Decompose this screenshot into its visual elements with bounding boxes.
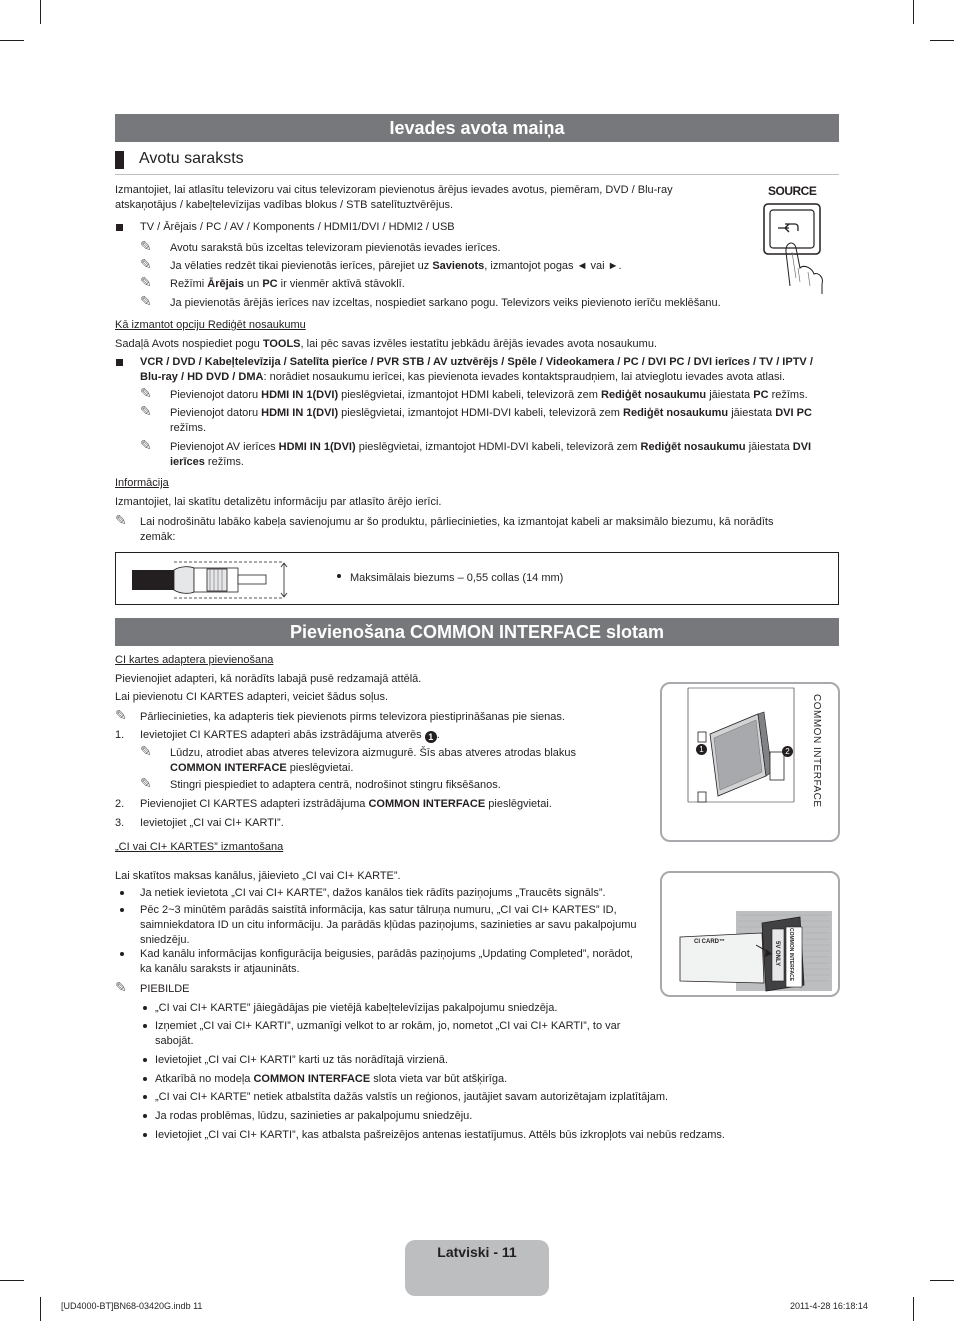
crop-mark bbox=[0, 1280, 24, 1281]
pencil-note-icon: ✎ bbox=[140, 238, 152, 254]
ci-card-insertion-illustration bbox=[662, 873, 838, 995]
rename-intro: Sadaļā Avots nospiediet pogu TOOLS, lai pēc savas izvēles iestatītu jebkādu ārējās ievades avota nosaukumu. bbox=[115, 338, 657, 350]
section-title-source: Ievades avota maiņa bbox=[115, 114, 839, 142]
pencil-note-icon: ✎ bbox=[115, 512, 127, 528]
marker-1-icon: 1 bbox=[696, 744, 707, 755]
ci-bullet: Pēc 2~3 minūtēm parādās saistītā informācija, kas satur tālruņa numuru, „CI vai CI+ KARTES” ID, saimniekdatora ID un citu informāciju. Ja parādās kļūdas paziņojums, sazinieties ar savu pakalpojumu sniedzēju. bbox=[140, 904, 637, 946]
step-1-note-1: Lūdzu, atrodiet abas atveres televizora aizmugurē. Šīs abas atveres atrodas blakus COMMON INTERFACE pieslēgvietai. bbox=[170, 747, 577, 774]
rename-device-list: VCR / DVD / Kabeļtelevīzija / Satelīta pierīce / PVR STB / AV uztvērējs / Spēle / Videokamera / PC / DVI PC / DVI ierīces / TV / IPTV / Blu-ray / HD DVD / DMA: norādiet nosaukumu ierīcei, kas pievienota ievades kontaktspraudņiem, lai atvieglotu ievades avota atlasi. bbox=[140, 356, 813, 383]
crop-mark bbox=[913, 0, 914, 24]
note-bullet: Izņemiet „CI vai CI+ KARTI”, uzmanīgi velkot to ar rokām, jo, nometot „CI vai CI+ KARTI”, to var sabojāt. bbox=[155, 1020, 621, 1047]
common-interface-label: COMMON INTERFACE bbox=[811, 694, 822, 808]
rename-heading: Kā izmantot opciju Rediģēt nosaukumu bbox=[115, 319, 306, 331]
hand-pressing-button-icon bbox=[752, 182, 832, 294]
info-text: Izmantojiet, lai skatītu detalizētu informāciju par atlasīto ārējo ierīci. bbox=[115, 496, 442, 508]
adapter-heading: CI kartes adaptera pievienošana bbox=[115, 654, 274, 666]
bullet-dot-icon bbox=[143, 1095, 147, 1099]
file-name: [UD4000-BT]BN68-03420G.indb 11 bbox=[61, 1301, 203, 1311]
bullet-dot-icon bbox=[120, 952, 124, 956]
step-3-text: Ievietojiet „CI vai CI+ KARTI”. bbox=[140, 817, 284, 829]
subheading-source-list bbox=[115, 148, 839, 175]
ci-adapter-figure bbox=[660, 682, 840, 842]
pencil-note-icon: ✎ bbox=[140, 403, 152, 419]
pencil-note-icon: ✎ bbox=[115, 979, 127, 995]
bullet-dot-icon bbox=[143, 1077, 147, 1081]
source-button-illustration bbox=[752, 182, 832, 294]
crop-mark bbox=[40, 0, 41, 24]
ci-card-label: CI CARD™ bbox=[694, 939, 725, 945]
ci-bullet: Ja netiek ievietota „CI vai CI+ KARTE”, dažos kanālos tiek rādīts paziņojums „Traucēts signāls”. bbox=[140, 887, 606, 899]
crop-mark bbox=[40, 1297, 41, 1321]
step-number: 1. bbox=[115, 729, 125, 741]
step-1-text: Ievietojiet CI KARTES adapteri abās izstrādājuma atverēs 1 . bbox=[140, 729, 440, 742]
note-bullet: Ievietojiet „CI vai CI+ KARTI” karti uz tās norādītajā virzienā. bbox=[155, 1054, 448, 1066]
crop-mark bbox=[930, 40, 954, 41]
step-number: 2. bbox=[115, 798, 125, 810]
ci-bullet: Kad kanālu informācijas konfigurācija beigusies, parādās paziņojums „Updating Completed”, norādot, ka kanālu saraksts ir atjaunināts. bbox=[140, 948, 633, 975]
pencil-note-icon: ✎ bbox=[140, 775, 152, 791]
cable-thickness-icon bbox=[130, 554, 300, 602]
square-bullet-icon bbox=[116, 359, 123, 366]
note-text: Ja vēlaties redzēt tikai pievienotās ierīces, pārejiet uz Savienots, izmantojot pogas ◄ vai ►. bbox=[170, 260, 622, 272]
adapter-text: Lai pievienotu CI KARTES adapteri, veiciet šādus soļus. bbox=[115, 691, 389, 703]
page-label: Latviski - 11 bbox=[437, 1244, 517, 1260]
pencil-note-icon: ✎ bbox=[140, 437, 152, 453]
note-text: Režīmi Ārējais un PC ir vienmēr aktīvā stāvoklī. bbox=[170, 278, 405, 290]
pencil-note-icon: ✎ bbox=[140, 293, 152, 309]
pencil-note-icon: ✎ bbox=[140, 385, 152, 401]
bullet-dot-icon bbox=[120, 908, 124, 912]
rename-note-3: Pievienojot AV ierīces HDMI IN 1(DVI) pieslēgvietai, izmantojot HDMI-DVI kabeli, televizorā zem Rediģēt nosaukumu jāiestata DVI ierīces režīms. bbox=[170, 441, 812, 468]
crop-mark bbox=[930, 1280, 954, 1281]
note-bullet: Ja rodas problēmas, lūdzu, sazinieties ar pakalpojumu sniedzēju. bbox=[155, 1110, 473, 1122]
bullet-dot-icon bbox=[120, 891, 124, 895]
note-bullet: Atkarībā no modeļa COMMON INTERFACE slota vieta var būt atšķirīga. bbox=[155, 1073, 508, 1085]
step-2-text: Pievienojiet CI KARTES adapteri izstrādājuma COMMON INTERFACE pieslēgvietai. bbox=[140, 798, 552, 810]
pencil-note-icon: ✎ bbox=[140, 256, 152, 272]
print-timestamp: 2011-4-28 16:18:14 bbox=[790, 1301, 868, 1311]
step-1-note-2: Stingri piespiediet to adaptera centrā, nodrošinot stingru fiksēšanos. bbox=[170, 779, 501, 791]
ci-card-intro: Lai skatītos maksas kanālus, jāievieto „CI vai CI+ KARTE”. bbox=[115, 870, 401, 882]
bullet-dot-icon bbox=[143, 1133, 147, 1137]
bullet-dot-icon bbox=[143, 1114, 147, 1118]
step-number: 3. bbox=[115, 817, 125, 829]
marker-2-icon: 2 bbox=[782, 746, 793, 757]
section-title-common-interface: Pievienošana COMMON INTERFACE slotam bbox=[115, 618, 839, 646]
rename-note-2: Pievienojot datoru HDMI IN 1(DVI) pieslēgvietai, izmantojot HDMI-DVI kabeli, televizorā zem Rediģēt nosaukumu jāiestata DVI PC režīms. bbox=[170, 407, 812, 434]
source-button-label: SOURCE bbox=[768, 184, 817, 198]
note-text: Avotu sarakstā būs izceltas televizoram pievienotās ievades ierīces. bbox=[170, 242, 501, 254]
adapter-note: Pārliecinieties, ka adapteris tiek pievienots pirms televizora piestiprināšanas pie sienas. bbox=[140, 711, 565, 723]
note-bullet: „CI vai CI+ KARTE” jāiegādājas pie vietējā kabeļtelevīzijas pakalpojumu sniedzēja. bbox=[155, 1002, 558, 1014]
subheading-text: Avotu saraksts bbox=[139, 150, 244, 167]
adapter-text: Pievienojiet adapteri, kā norādīts labajā pusē redzamajā attēlā. bbox=[115, 673, 422, 685]
cable-spec-box bbox=[115, 552, 839, 605]
bullet-dot-icon bbox=[143, 1024, 147, 1028]
info-note: Lai nodrošinātu labāko kabeļa savienojumu ar šo produktu, pārliecinieties, ka izmantojat kabeli ar maksimālo biezumu, kā norādīts zemāk: bbox=[140, 516, 774, 543]
rename-note-1: Pievienojot datoru HDMI IN 1(DVI) pieslēgvietai, izmantojot HDMI kabeli, televizorā zem Rediģēt nosaukumu jāiestata PC režīms. bbox=[170, 389, 808, 401]
circle-number-icon: 1 bbox=[425, 731, 437, 743]
slot-label: COMMON INTERFACE bbox=[788, 928, 794, 982]
piebilde-heading: PIEBILDE bbox=[140, 983, 190, 995]
ci-card-heading: „CI vai CI+ KARTES” izmantošana bbox=[115, 841, 284, 853]
cable-spec-text: Maksimālais biezums – 0,55 collas (14 mm) bbox=[350, 572, 564, 584]
5v-only-label: 5V ONLY bbox=[774, 941, 780, 967]
sources-list: TV / Ārējais / PC / AV / Komponents / HDMI1/DVI / HDMI2 / USB bbox=[140, 221, 455, 233]
info-heading: Informācija bbox=[115, 477, 169, 489]
pencil-note-icon: ✎ bbox=[140, 743, 152, 759]
note-bullet: „CI vai CI+ KARTE” netiek atbalstīta dažās valstīs un reģionos, jautājiet savam autorizētajam izplatītājam. bbox=[155, 1091, 669, 1103]
pencil-note-icon: ✎ bbox=[115, 707, 127, 723]
square-bullet-icon bbox=[116, 224, 123, 231]
bullet-dot-icon bbox=[337, 574, 341, 578]
note-text: Ja pievienotās ārējās ierīces nav izceltas, nospiediet sarkano pogu. Televizors veiks pievienoto ierīču meklēšanu. bbox=[170, 297, 721, 309]
intro-paragraph: Izmantojiet, lai atlasītu televizoru vai citus televizoram pievienotus ārējus ievades avotus, piemēram, DVD / Blu-ray atskaņotājus / kabeļtelevīzijas vadības blokus / STB satelītuztvērējus. bbox=[115, 184, 673, 211]
crop-mark bbox=[0, 40, 24, 41]
pencil-note-icon: ✎ bbox=[140, 274, 152, 290]
heading-bar-icon bbox=[115, 151, 124, 169]
page-number-badge bbox=[405, 1240, 549, 1296]
bullet-dot-icon bbox=[143, 1058, 147, 1062]
crop-mark bbox=[913, 1297, 914, 1321]
note-bullet: Ievietojiet „CI vai CI+ KARTI”, kas atbalsta pašreizējos antenas iestatījumus. Attēls būs izkropļots vai nebūs redzams. bbox=[155, 1129, 725, 1141]
bullet-dot-icon bbox=[143, 1006, 147, 1010]
ci-card-figure bbox=[660, 871, 840, 997]
